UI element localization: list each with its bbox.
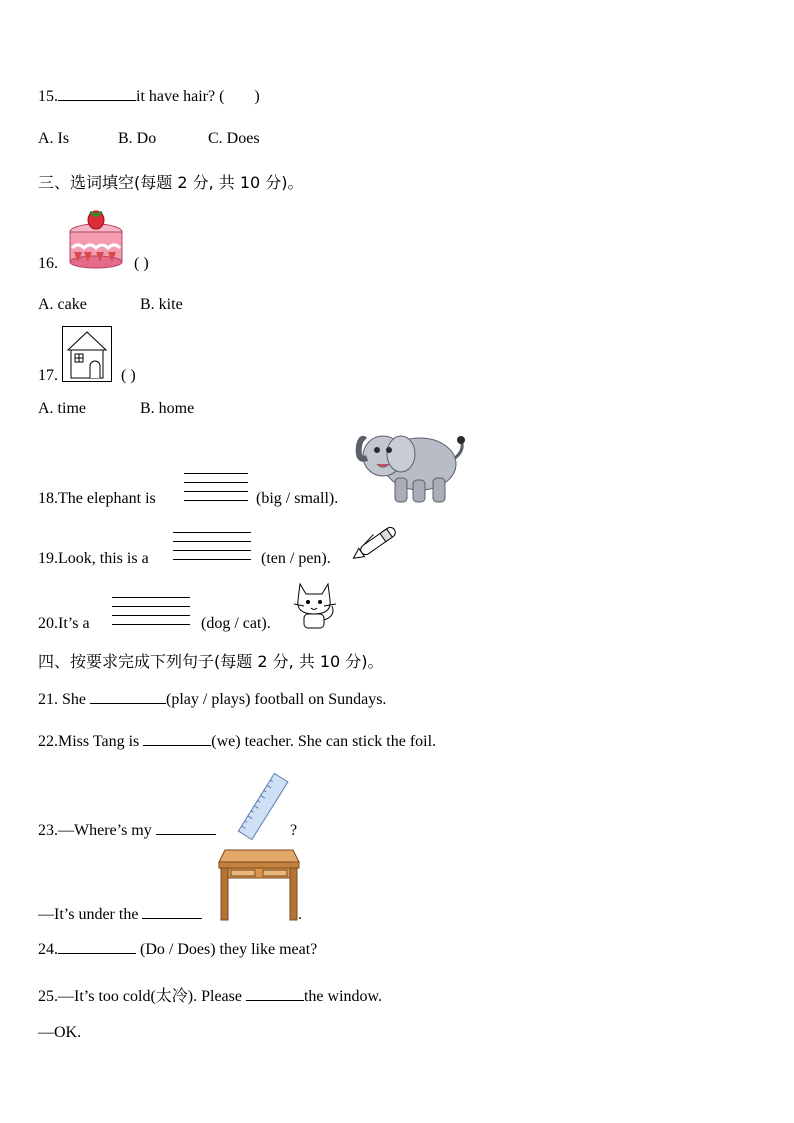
q16	[38, 255, 58, 273]
q16-options	[38, 296, 183, 314]
q20-choice: (dog / cat).	[201, 615, 271, 632]
section-4-title: 四、按要求完成下列句子(每题 2 分, 共 10 分)。	[38, 652, 384, 671]
q23-blank-2[interactable]	[142, 917, 202, 919]
q23-question-mark: ?	[290, 822, 298, 839]
q17-paren[interactable]: ( )	[121, 367, 136, 384]
q15-option-c[interactable]: C. Does	[208, 130, 260, 147]
q17-options	[38, 400, 194, 418]
q19-writing-lines[interactable]	[173, 532, 251, 568]
section-3-title: 三、选词填空(每题 2 分, 共 10 分)。	[38, 173, 304, 192]
q16-option-b[interactable]: B. kite	[140, 296, 183, 313]
q25-reply: —OK.	[38, 1024, 82, 1041]
q15-paren-close: )	[254, 88, 260, 105]
q25-suffix: the window.	[303, 988, 383, 1005]
q17-number: 17.	[38, 367, 58, 384]
q16-paren[interactable]: ( )	[134, 255, 149, 272]
pen-image	[352, 521, 404, 561]
q23-prefix: 23.—Where’s my	[38, 822, 152, 839]
q21-prefix: 21. She	[38, 691, 86, 708]
q15-option-b[interactable]: B. Do	[118, 130, 157, 147]
q16-number: 16.	[38, 255, 58, 272]
elephant-image	[355, 428, 470, 506]
q23-answer-period: .	[298, 906, 302, 923]
q19-text: 19.Look, this is a	[38, 550, 149, 567]
desk-image	[219, 848, 299, 920]
q18-writing-lines[interactable]	[184, 473, 248, 509]
q22-blank[interactable]	[143, 744, 211, 746]
q25-prefix: 25.—It’s too cold(太冷). Please	[38, 988, 242, 1005]
cat-image	[292, 580, 340, 630]
q25-blank[interactable]	[246, 999, 304, 1001]
q21-suffix: (play / plays) football on Sundays.	[166, 691, 387, 708]
q17-option-b[interactable]: B. home	[140, 400, 195, 417]
q15-number: 15.	[38, 88, 58, 105]
q19-choice: (ten / pen).	[261, 550, 331, 567]
q15-option-a[interactable]: A. Is	[38, 130, 70, 147]
q21-blank[interactable]	[90, 702, 166, 704]
q15-text: it have hair? (	[136, 88, 225, 105]
q17	[38, 367, 58, 385]
q24-suffix: (Do / Does) they like meat?	[140, 941, 318, 958]
q15-options	[38, 130, 260, 148]
q18-choice: (big / small).	[256, 490, 339, 507]
q22	[38, 733, 436, 751]
q15-blank[interactable]	[58, 99, 136, 101]
q23-answer	[38, 906, 202, 924]
q16-option-a[interactable]: A. cake	[38, 296, 87, 313]
q17-option-a[interactable]: A. time	[38, 400, 86, 417]
q23-question	[38, 822, 216, 840]
q25	[38, 983, 382, 1006]
q22-suffix: (we) teacher. She can stick the foil.	[211, 733, 437, 750]
q24-number: 24.	[38, 941, 58, 958]
q21	[38, 691, 386, 709]
q20-writing-lines[interactable]	[112, 597, 190, 633]
cake-image	[68, 208, 124, 268]
ruler-image	[234, 776, 294, 838]
house-image	[62, 326, 112, 382]
q15	[38, 88, 260, 106]
q24-blank[interactable]	[58, 952, 136, 954]
q18-text: 18.The elephant is	[38, 490, 156, 507]
q22-prefix: 22.Miss Tang is	[38, 733, 140, 750]
q20-text: 20.It’s a	[38, 615, 90, 632]
q24	[38, 941, 317, 959]
q23-answer-prefix: —It’s under the	[38, 906, 139, 923]
q23-blank-1[interactable]	[156, 833, 216, 835]
